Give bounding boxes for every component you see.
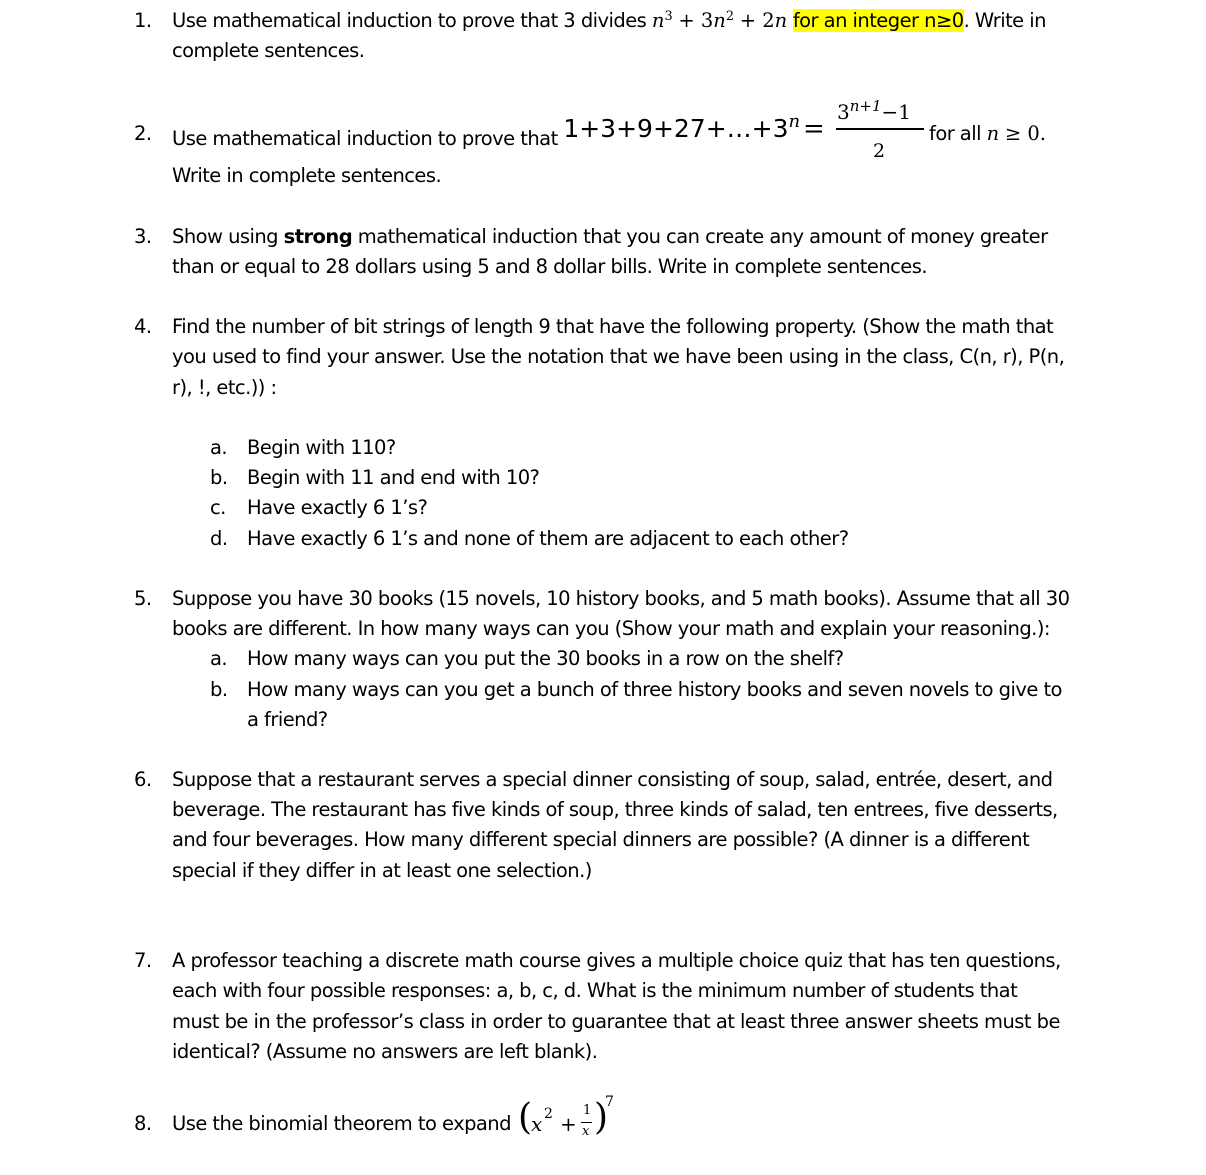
question-6-line-2: beverage. The restaurant has five kinds of soup, three kinds of salad, ten entrees, five desserts, xyxy=(172,798,1058,821)
sub-item-tag: a. xyxy=(210,436,228,459)
math-x: x xyxy=(531,1112,543,1136)
sub-item-tag: b. xyxy=(210,466,228,489)
question-5-line-2: books are different. In how many ways can you (Show your math and explain your reasoning.): xyxy=(172,617,1050,640)
sub-item-tag: a. xyxy=(210,647,228,670)
question-2-condition xyxy=(929,122,1046,145)
left-paren: ( xyxy=(518,1097,533,1138)
math-exponent: 3 xyxy=(664,8,673,24)
question-6-line-4: special if they differ in at least one selection.) xyxy=(172,859,592,882)
sub-item-text: Have exactly 6 1’s? xyxy=(247,496,428,519)
sub-item-text: How many ways can you get a bunch of three history books and seven novels to give to xyxy=(247,678,1062,701)
math-term: + 2 xyxy=(739,9,775,32)
question-2-intro: Use mathematical induction to prove that xyxy=(172,127,558,150)
highlighted-text: for an integer n≥0 xyxy=(792,9,964,32)
question-1-tail: . Write in xyxy=(963,9,1046,32)
question-6-line-1: Suppose that a restaurant serves a special dinner consisting of soup, salad, entrée, desert, and xyxy=(172,768,1053,791)
question-3-line-2: than or equal to 28 dollars using 5 and 8 dollar bills. Write in complete sentences. xyxy=(172,255,928,278)
math-n: n xyxy=(651,9,665,32)
numerator-exponent: n+1 xyxy=(849,96,882,115)
sub-item-text: Have exactly 6 1’s and none of them are adjacent to each other? xyxy=(247,527,849,550)
sub-item-text: Begin with 110? xyxy=(247,436,396,459)
sub-item-text: How many ways can you put the 30 books in a row on the shelf? xyxy=(247,647,844,670)
sub-item-tag: b. xyxy=(210,678,228,701)
fraction-denominator: 2 xyxy=(873,140,886,162)
right-paren: ) xyxy=(594,1097,609,1138)
question-3-text: mathematical induction that you can create any amount of money greater xyxy=(357,225,1048,248)
sub-item-text-continued: a friend? xyxy=(247,708,328,731)
question-2-line-2: Write in complete sentences. xyxy=(172,164,442,187)
question-3-intro: Show using xyxy=(172,225,278,248)
question-5-line-1: Suppose you have 30 books (15 novels, 10 history books, and 5 math books). Assume that all 30 xyxy=(172,587,1070,610)
math-n: n xyxy=(774,9,788,32)
question-3-line-1 xyxy=(172,225,1048,248)
question-1-line-1 xyxy=(172,9,1046,32)
question-8-number: 8. xyxy=(134,1112,152,1135)
math-n: n xyxy=(986,122,1000,145)
question-1-line-2: complete sentences. xyxy=(172,39,365,62)
question-2-number: 2. xyxy=(134,122,152,145)
question-4-number: 4. xyxy=(134,315,152,338)
question-7-number: 7. xyxy=(134,949,152,972)
math-n: n xyxy=(713,9,726,32)
question-6-number: 6. xyxy=(134,768,152,791)
question-4-line-3: r), !, etc.)) : xyxy=(172,376,277,399)
sub-item-tag: c. xyxy=(210,496,226,519)
question-8-text: Use the binomial theorem to expand xyxy=(172,1112,511,1135)
math-exponent: 2 xyxy=(544,1106,553,1122)
question-6-line-3: and four beverages. How many different special dinners are possible? (A dinner is a different xyxy=(172,828,1030,851)
fraction-denominator: x xyxy=(582,1124,590,1139)
question-2-line-1 xyxy=(172,111,801,150)
for-all-text: for all xyxy=(929,122,981,145)
condition-text: ≥ 0. xyxy=(1004,122,1046,145)
plus-sign: + xyxy=(560,1112,577,1136)
sub-item-text: Begin with 11 and end with 10? xyxy=(247,466,540,489)
question-7-line-2: each with four possible responses: a, b, c, d. What is the minimum number of students that xyxy=(172,979,1018,1002)
outer-exponent: 7 xyxy=(605,1094,614,1110)
question-1-intro: Use mathematical induction to prove that 3 divides xyxy=(172,9,647,32)
equals-sign: = xyxy=(803,114,825,144)
question-7-line-4: identical? (Assume no answers are left blank). xyxy=(172,1040,598,1063)
series-exponent: n xyxy=(788,111,801,133)
question-5-number: 5. xyxy=(134,587,152,610)
question-7-line-3: must be in the professor’s class in order to guarantee that at least three answer sheets must be xyxy=(172,1010,1060,1033)
numerator-tail: −1 xyxy=(881,100,911,124)
math-exponent: 2 xyxy=(725,8,735,24)
math-term: + 3 xyxy=(678,9,714,32)
question-7-line-1: A professor teaching a discrete math course gives a multiple choice quiz that has ten questions, xyxy=(172,949,1061,972)
fraction-bar xyxy=(836,128,924,130)
question-4-line-2: you used to find your answer. Use the notation that we have been using in the class, C(n, r), P(n, xyxy=(172,345,1065,368)
question-1-number: 1. xyxy=(134,9,152,32)
series-expression: 1+3+9+27+…+3 xyxy=(563,114,789,143)
bold-word: strong xyxy=(283,225,353,248)
numerator-base: 3 xyxy=(837,100,850,124)
fraction-bar xyxy=(581,1122,592,1123)
question-4-line-1: Find the number of bit strings of length 9 that have the following property. (Show the math that xyxy=(172,315,1054,338)
sub-item-tag: d. xyxy=(210,527,228,550)
fraction-numerator xyxy=(837,96,911,124)
question-3-number: 3. xyxy=(134,225,152,248)
fraction-numerator: 1 xyxy=(583,1103,592,1118)
